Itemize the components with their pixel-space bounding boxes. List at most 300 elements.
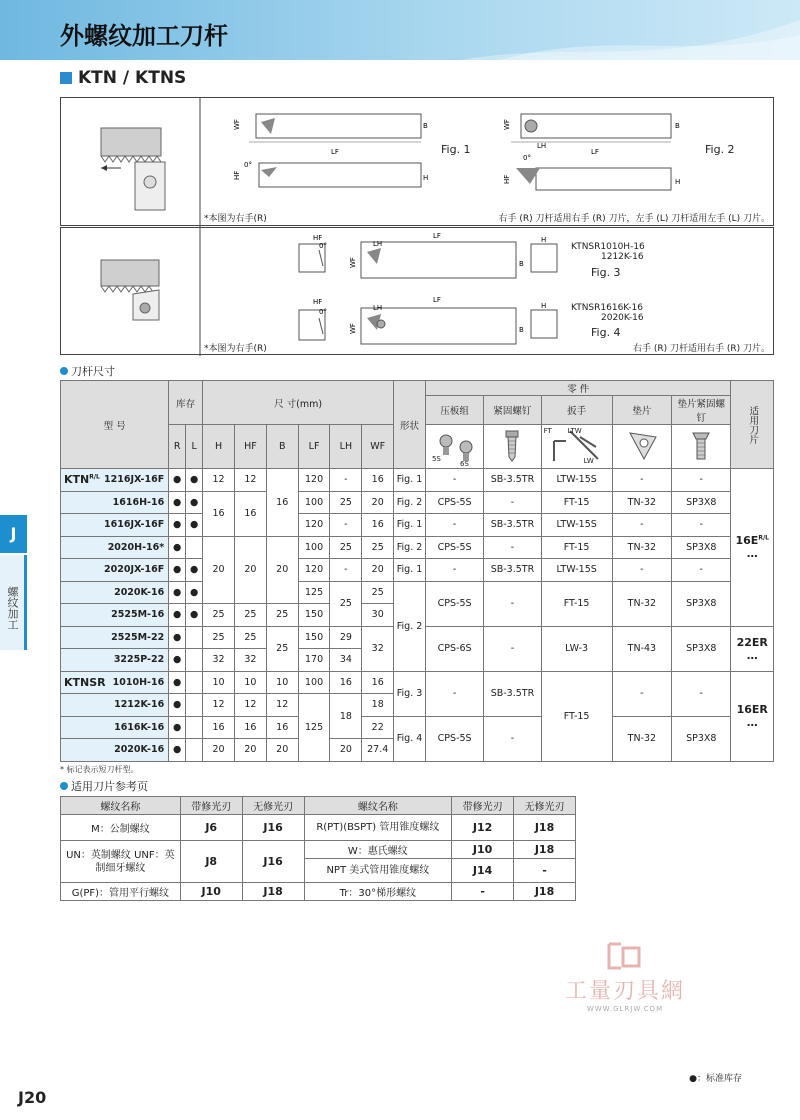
dim-b: 12 [266,694,298,717]
dim-lf: 120 [298,514,330,537]
fig4-model-2: 2020K-16 [601,313,644,323]
dim-h: 20 [203,739,235,762]
wrench-illustration [541,425,612,469]
ref-thread: G(PF)：管用平行螺纹 [61,883,181,901]
dim-h: 16 [203,491,235,536]
insert-16er [731,671,774,761]
table-row [61,716,774,739]
ref-wiper: J6 [180,815,242,841]
th-r: R [169,425,186,469]
clamp-illustration [425,425,483,469]
dim-lh: 25 [330,536,362,559]
insert-16e-sup: R/L [758,534,769,542]
dim-wf: 18 [362,694,394,717]
shim-icon [622,425,662,465]
dim-b: 16 [266,716,298,739]
part-screw: SB-3.5TR [484,671,541,716]
shape: Fig. 4 [394,716,426,761]
th-wrench: 扳手 [541,396,612,425]
dim-lh: - [330,469,362,492]
model-cell: 1616JX-16F [61,514,169,537]
part-shim-screw: - [672,514,731,537]
part-shim: - [612,559,671,582]
ref-wiper-2: - [452,883,514,901]
part-wrench: LW-3 [541,626,612,671]
svg-text:B: B [675,122,680,130]
shape: Fig. 2 [394,491,426,514]
ref-no-wiper-2: J18 [514,815,576,841]
part-wrench: FT-15 [541,536,612,559]
svg-text:0°: 0° [319,242,327,250]
dim-lf: 125 [298,581,330,604]
shape: Fig. 2 [394,581,426,671]
dim-wf: 25 [362,536,394,559]
dim-h: 16 [203,716,235,739]
insert-22er [731,626,774,671]
dim-wf: 30 [362,604,394,627]
dim-lf: 150 [298,626,330,649]
model-cell: 2020JX-16F [61,559,169,582]
insert-22er-label: 22ER [736,635,768,649]
ref-no-wiper-2: J18 [514,841,576,859]
shape: Fig. 3 [394,671,426,716]
ref-wiper: J8 [180,841,242,883]
stock-r: ● [169,604,186,627]
dim-wf: 25 [362,581,394,604]
part-clamp: CPS-5S [425,716,483,761]
series-ktn-sup: R/L [89,473,100,481]
header-wave-decoration [460,0,800,60]
part-clamp: - [425,514,483,537]
svg-text:LF: LF [433,232,441,240]
th-screw: 紧固螺钉 [484,396,541,425]
part-wrench: FT-15 [541,581,612,626]
insert-16e [731,469,774,627]
svg-text:WF: WF [503,119,511,130]
part-clamp: CPS-5S [425,581,483,626]
stock-l [186,536,203,559]
model-label: 1216JX-16F [104,474,165,486]
part-screw: SB-3.5TR [484,469,541,492]
ref-wiper: J10 [180,883,242,901]
watermark [545,940,705,1013]
model-cell: 2020H-16* [61,536,169,559]
insert-22er-ellipsis: … [746,648,758,662]
svg-text:LF: LF [591,148,599,156]
ref-thread-2: R(PT)(BSPT) 管用锥度螺纹 [304,815,452,841]
dim-hf: 20 [234,739,266,762]
stock-l: ● [186,604,203,627]
svg-text:0°: 0° [244,161,252,169]
hand-note-2: 右手 (R) 刀杆适用右手 (R) 刀片。 [633,344,770,354]
fig1-wf-label: WF [233,119,241,130]
dim-h: 12 [203,694,235,717]
ref-thread: UN：英制螺纹 UNF：英制细牙螺纹 [61,841,181,883]
model-cell [61,469,169,492]
svg-text:HF: HF [313,234,323,242]
svg-text:LF: LF [433,296,441,304]
model-cell: 1616K-16 [61,716,169,739]
dim-lf: 100 [298,491,330,514]
part-shim: TN-32 [612,536,671,559]
part-shim-screw: SP3X8 [672,581,731,626]
figure-panel-1 [60,97,774,226]
stock-r: ● [169,626,186,649]
ref-th-thread-2: 螺纹名称 [304,797,452,815]
table-row [61,883,576,901]
fig4-models [571,303,644,323]
dims-heading [60,363,115,379]
th-lh: LH [330,425,362,469]
right-hand-note-1: *本图为右手(R) [204,214,267,224]
ref-heading-text: 适用刀片参考页 [71,780,148,793]
table-row [61,469,774,492]
th-h: H [203,425,235,469]
dim-lf: 125 [298,694,330,762]
page-number: J20 [18,1088,47,1107]
dim-wf: 16 [362,514,394,537]
dim-h: 10 [203,671,235,694]
dim-hf: 16 [234,491,266,536]
stock-r: ● [169,671,186,694]
stock-l [186,739,203,762]
stock-r: ● [169,694,186,717]
part-screw: - [484,581,541,626]
stock-l [186,694,203,717]
svg-text:HF: HF [503,174,511,184]
fig3-model-2: 1212K-16 [601,252,644,262]
th-wf: WF [362,425,394,469]
th-shim-screw: 垫片紧固螺钉 [672,396,731,425]
dim-lh: - [330,514,362,537]
fig4-model-1: KTNSR1616K-16 [571,303,643,313]
dim-lf: 100 [298,536,330,559]
part-clamp: - [425,671,483,716]
stock-l [186,671,203,694]
svg-text:H: H [423,174,429,182]
part-clamp: - [425,469,483,492]
stock-r: ● [169,514,186,537]
workpiece-illustration [101,128,165,210]
stock-l: ● [186,559,203,582]
ref-no-wiper-2: J18 [514,883,576,901]
table-row [61,559,774,582]
dim-b: 10 [266,671,298,694]
th-lf: LF [298,425,330,469]
stock-l [186,649,203,672]
dim-lf: 150 [298,604,330,627]
dim-lf: 120 [298,469,330,492]
dim-lf: 100 [298,671,330,694]
footnote: * 标记表示短刀杆型。 [60,765,139,774]
ref-thread-2: Tr：30°梯形螺纹 [304,883,452,901]
ref-no-wiper: J16 [242,841,304,883]
ref-th-wiper-2: 带修光刃 [452,797,514,815]
dim-lh: 25 [330,491,362,514]
dim-lh: 20 [330,739,362,762]
part-clamp: CPS-6S [425,626,483,671]
part-shim: TN-32 [612,491,671,514]
part-wrench: FT-15 [541,671,612,761]
part-shim: - [612,514,671,537]
dim-lh: 16 [330,671,362,694]
stock-r: ● [169,491,186,514]
table-row [61,671,774,694]
ref-th-wiper: 带修光刃 [180,797,242,815]
part-screw: - [484,491,541,514]
wrench-ltw-label: LTW [567,427,582,435]
model-cell: 1212K-16 [61,694,169,717]
watermark-logo-icon [605,940,645,972]
stock-r: ● [169,739,186,762]
svg-text:LF: LF [331,148,339,156]
part-shim-screw: SP3X8 [672,491,731,514]
svg-text:0°: 0° [523,154,531,162]
clamp-6s-label: 6S [459,460,469,468]
part-screw: SB-3.5TR [484,559,541,582]
wrench-lw-label: LW [583,457,594,465]
dim-h: 25 [203,604,235,627]
ref-no-wiper: J16 [242,815,304,841]
part-screw: - [484,626,541,671]
shape: Fig. 1 [394,559,426,582]
th-b: B [266,425,298,469]
svg-text:LH: LH [373,304,383,312]
svg-text:LH: LH [537,142,547,150]
insert-reference-table [60,796,576,901]
ref-thread: M：公制螺纹 [61,815,181,841]
th-insert: 适用刀片 [731,381,774,469]
svg-text:H: H [541,236,547,244]
stock-legend: ●：标准库存 [689,1074,742,1084]
ref-wiper-2: J12 [452,815,514,841]
workpiece-illustration-2 [101,260,159,320]
stock-r: ● [169,716,186,739]
model-cell: 1616H-16 [61,491,169,514]
section-title [60,68,186,88]
ref-wiper-2: J10 [452,841,514,859]
dim-h: 20 [203,536,235,604]
series-ktn-label: KTN [64,473,90,486]
model-cell [61,671,169,694]
model-cell: 2525M-16 [61,604,169,627]
th-clamp: 压板组 [425,396,483,425]
part-clamp: CPS-5S [425,491,483,514]
part-shim: TN-43 [612,626,671,671]
dim-wf: 16 [362,469,394,492]
shape: Fig. 2 [394,536,426,559]
table-row [61,514,774,537]
svg-text:B: B [423,122,428,130]
ref-thread-2: W：惠氏螺纹 [304,841,452,859]
insert-16e-ellipsis: … [746,547,758,561]
fig4-label: Fig. 4 [591,326,621,339]
ref-no-wiper: J18 [242,883,304,901]
fig3-label: Fig. 3 [591,266,621,279]
hand-note-1: 右手 (R) 刀杆适用右手 (R) 刀片，左手 (L) 刀杆适用左手 (L) 刀片。 [498,214,770,224]
header-bar [0,0,800,60]
dim-hf: 25 [234,626,266,649]
th-shape: 形状 [394,381,426,469]
part-shim-screw: SP3X8 [672,626,731,671]
shape: Fig. 1 [394,514,426,537]
dim-lh: 34 [330,649,362,672]
svg-text:B: B [519,326,524,334]
dim-hf: 16 [234,716,266,739]
dim-wf: 16 [362,671,394,694]
shim-illustration [612,425,671,469]
stock-r: ● [169,649,186,672]
screw-icon [497,425,527,465]
svg-text:H: H [675,178,681,186]
dim-b: 25 [266,604,298,627]
th-l: L [186,425,203,469]
model-label: 1010H-16 [112,676,165,688]
dim-b: 25 [266,626,298,671]
ref-no-wiper-2: - [514,859,576,883]
shape: Fig. 1 [394,469,426,492]
svg-text:LH: LH [373,240,383,248]
side-tab-letter: J [0,515,27,553]
dim-lh: 29 [330,626,362,649]
holder-dimensions-table [60,380,774,762]
dim-hf: 12 [234,469,266,492]
part-shim-screw: - [672,671,731,716]
section-square-icon [60,72,72,84]
part-shim-screw: - [672,469,731,492]
part-shim: TN-32 [612,716,671,761]
shim-screw-icon [686,425,716,465]
stock-l: ● [186,491,203,514]
part-screw: SB-3.5TR [484,514,541,537]
part-shim-screw: - [672,559,731,582]
part-wrench: LTW-15S [541,514,612,537]
model-cell: 2020K-16 [61,581,169,604]
dim-h: 25 [203,626,235,649]
ref-heading [60,778,148,794]
dim-wf: 20 [362,491,394,514]
th-dims: 尺 寸(mm) [203,381,394,425]
dim-lh: 25 [330,581,362,626]
part-shim: - [612,469,671,492]
dim-hf: 25 [234,604,266,627]
th-model: 型 号 [61,381,169,469]
th-stock: 库存 [169,381,203,425]
series-ktn [64,473,100,486]
dim-lh: - [330,559,362,582]
svg-text:WF: WF [349,257,357,268]
ref-th-no-wiper: 无修光刃 [242,797,304,815]
fig3-model-1: KTNSR1010H-16 [571,242,645,252]
stock-r: ● [169,536,186,559]
ref-wiper-2: J14 [452,859,514,883]
dim-hf: 10 [234,671,266,694]
model-cell: 2525M-22 [61,626,169,649]
right-hand-note-2: *本图为右手(R) [204,344,267,354]
dim-hf: 32 [234,649,266,672]
part-wrench: LTW-15S [541,469,612,492]
stock-r: ● [169,469,186,492]
stock-r: ● [169,581,186,604]
dim-lf: 170 [298,649,330,672]
stock-l: ● [186,469,203,492]
screw-illustration [484,425,541,469]
stock-l [186,716,203,739]
section-title-text: KTN / KTNS [78,68,187,88]
dim-wf: 22 [362,716,394,739]
insert-16er-label: 16ER [736,703,768,716]
stock-r: ● [169,559,186,582]
shim-screw-illustration [672,425,731,469]
part-screw: - [484,716,541,761]
part-shim-screw: SP3X8 [672,716,731,761]
stock-l: ● [186,581,203,604]
figure-panel-2 [60,227,774,355]
fig1-label: Fig. 1 [441,143,471,156]
insert-16er-ellipsis: … [746,716,758,729]
watermark-url: WWW.GLRJW.COM [586,1005,664,1013]
side-tab [0,515,27,650]
table-row [61,581,774,604]
svg-text:WF: WF [349,323,357,334]
part-shim: - [612,671,671,716]
stock-l: ● [186,514,203,537]
series-ktnsr: KTNSR [64,675,106,689]
wrench-ft-label: FT [543,427,552,435]
page-title: 外螺纹加工刀杆 [60,22,228,50]
ref-th-thread: 螺纹名称 [61,797,181,815]
table-row [61,841,576,859]
side-tab-text: 螺纹加工 [0,555,27,650]
part-shim-screw: SP3X8 [672,536,731,559]
dim-wf: 27.4 [362,739,394,762]
svg-text:B: B [519,260,524,268]
dim-wf: 32 [362,626,394,671]
model-cell: 3225P-22 [61,649,169,672]
part-screw: - [484,536,541,559]
dim-h: 32 [203,649,235,672]
part-shim: TN-32 [612,581,671,626]
bullet-icon [60,782,68,790]
model-cell: 2020K-16 [61,739,169,762]
dim-b: 16 [266,469,298,537]
part-clamp: - [425,559,483,582]
dim-h: 12 [203,469,235,492]
dim-lf: 120 [298,559,330,582]
figure-1-2-drawing [61,98,775,227]
figure-3-4-drawing [61,228,775,356]
dim-b: 20 [266,536,298,604]
table-row [61,815,576,841]
fig3-models [571,242,645,262]
watermark-cn: 工量刃具網 [564,979,685,1004]
insert-16e-label: 16E [735,534,759,548]
svg-text:0°: 0° [319,308,327,316]
dims-heading-text: 刀杆尺寸 [71,365,115,378]
svg-text:HF: HF [313,298,323,306]
fig2-label: Fig. 2 [705,143,735,156]
part-clamp: CPS-5S [425,536,483,559]
dim-hf: 20 [234,536,266,604]
dim-lh: 18 [330,694,362,739]
part-wrench: LTW-15S [541,559,612,582]
table-row [61,536,774,559]
svg-text:HF: HF [233,170,241,180]
th-shim: 垫片 [612,396,671,425]
dim-wf: 20 [362,559,394,582]
svg-text:H: H [541,302,547,310]
part-wrench: FT-15 [541,491,612,514]
